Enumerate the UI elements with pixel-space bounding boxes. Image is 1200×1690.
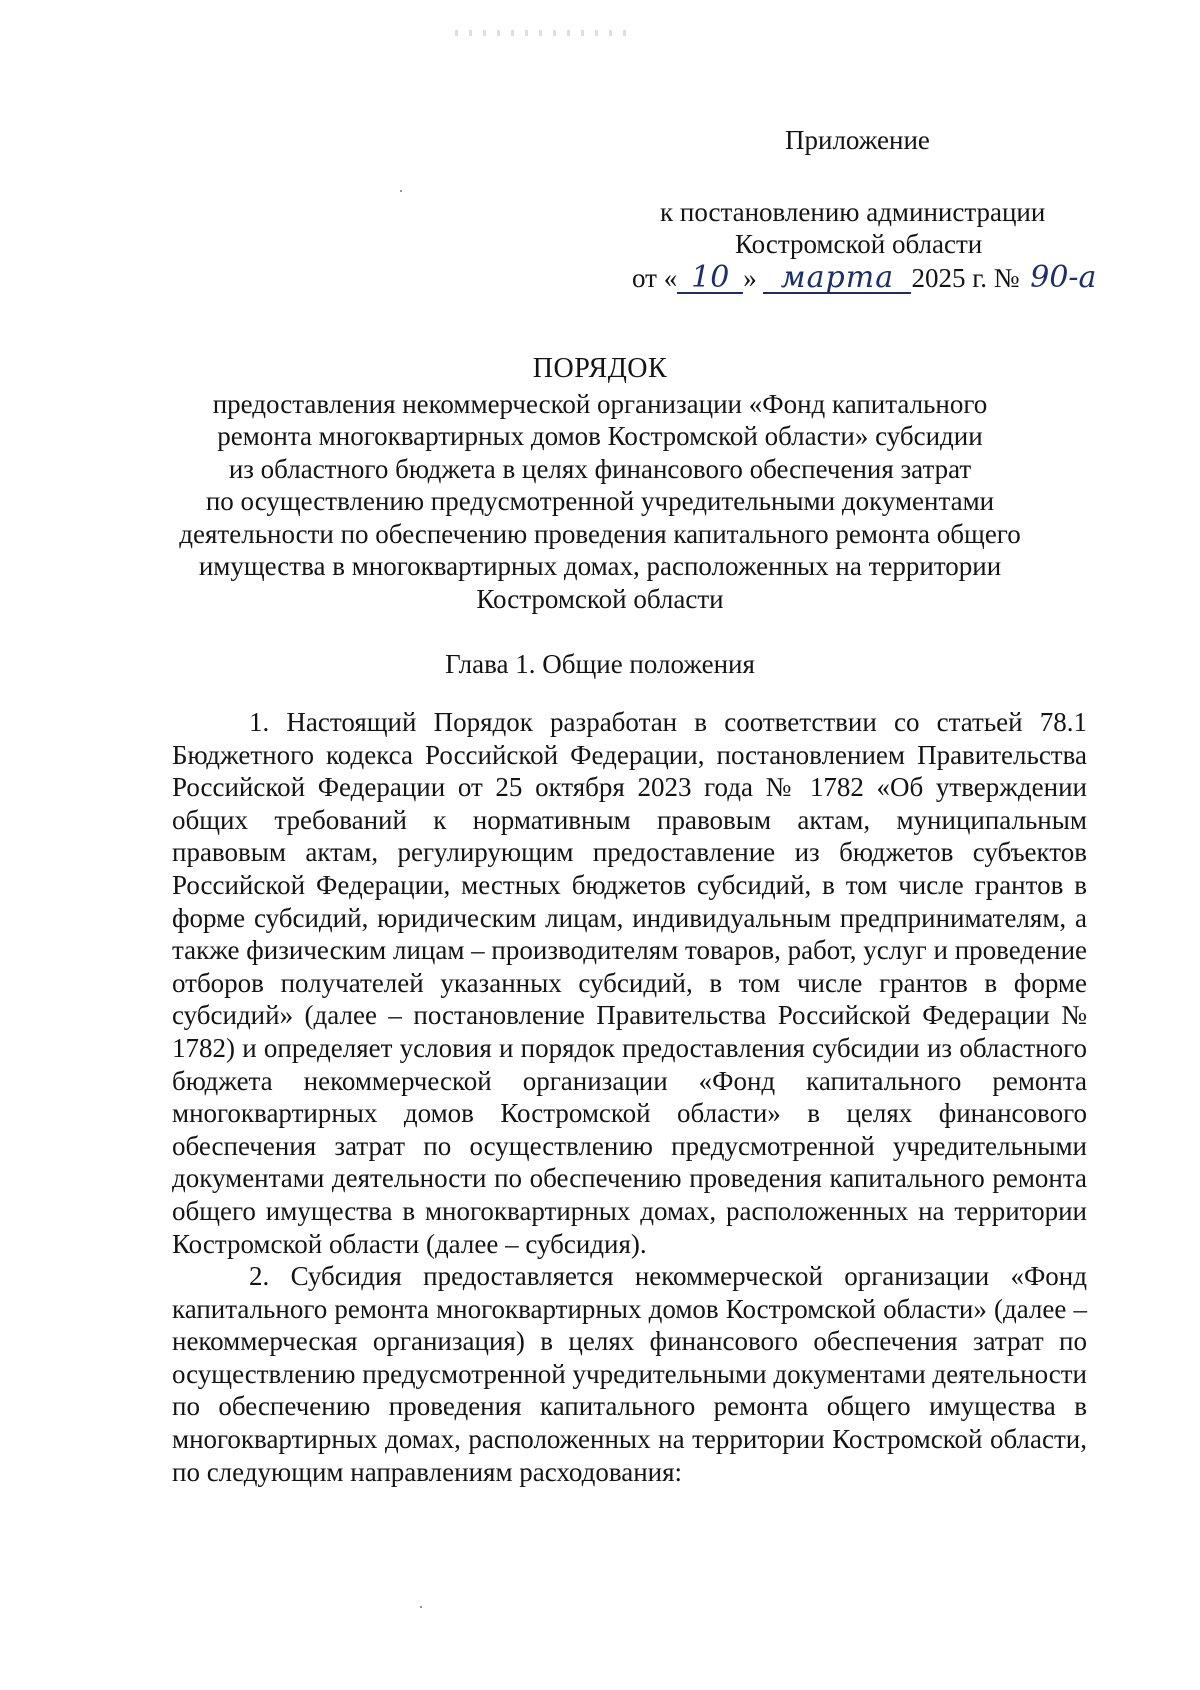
document-subtitle xyxy=(150,388,1050,616)
date-year: 2025 г. № xyxy=(911,263,1020,293)
subtitle-line: ремонта многоквартирных домов Костромской области» субсидии xyxy=(217,421,983,451)
subtitle-line: предоставления некоммерческой организации «Фонд капитального xyxy=(212,388,988,419)
paragraph-1: 1. Настоящий Порядок разработан в соответствии со статьей 78.1 Бюджетного кодекса Российской Федерации, постановлением Правительства Российской Федерации от 25 октября 2023 года № 1782 «Об утверждении общих требований к нормативным правовым актам, муниципальным правовым актам, регулирующим предоставление из бюджетов субъектов Российской Федерации, местных бюджетов субсидий, в том числе грантов в форме субсидий, юридическим лицам, индивидуальным предпринимателям, а также физическим лицам – производителям товаров, работ, услуг и проведение отборов получателей указанных субсидий, в том числе грантов в форме субсидий» (далее – постановление Правительства Российской Федерации № 1782) и определяет условия и порядок предоставления субсидии из областного бюджета некоммерческой организации «Фонд капитального ремонта многоквартирных домов Костромской области» в целях финансового обеспечения затрат по осуществлению предусмотренной учредительными документами деятельности по обеспечению проведения капитального ремонта общего имущества в многоквартирных домах, расположенных на территории Костромской области (далее – субсидия). xyxy=(172,707,1087,1259)
document-body xyxy=(172,706,1087,1488)
decree-date-line xyxy=(632,262,1124,294)
appendix-label: Приложение xyxy=(785,125,930,155)
subtitle-line: имущества в многоквартирных домах, расположенных на территории xyxy=(198,551,1002,581)
subtitle-line: Костромской области xyxy=(476,583,724,614)
paragraph-2: 2. Субсидия предоставляется некоммерческой организации «Фонд капитального ремонта многоквартирных домов Костромской области» (далее – некоммерческая организация) в целях финансового обеспечения затрат по осуществлению предусмотренной учредительными документами деятельности по обеспечению проведения капитального ремонта общего имущества в многоквартирных домах, расположенных на территории Костромской области, по следующим направлениям расходования: xyxy=(172,1261,1087,1487)
handwritten-day: 10 xyxy=(677,264,743,294)
date-mid: » xyxy=(743,263,757,293)
subtitle-line: из областного бюджета в целях финансового обеспечения затрат xyxy=(228,453,972,484)
handwritten-number: 90-а xyxy=(1030,260,1097,295)
scan-artifact-dot xyxy=(400,190,402,192)
chapter-heading: Глава 1. Общие положения xyxy=(445,649,755,679)
scan-artifact xyxy=(455,30,635,36)
scan-artifact-dot xyxy=(420,1606,422,1608)
handwritten-month: марта xyxy=(763,264,911,294)
date-prefix: от « xyxy=(632,263,678,293)
subtitle-line: по осуществлению предусмотренной учредительными документами xyxy=(205,486,995,516)
subtitle-line: деятельности по обеспечению проведения капитального ремонта общего xyxy=(179,518,1021,549)
document-title: ПОРЯДОК xyxy=(532,353,668,384)
region-line: Костромской области xyxy=(735,229,983,259)
to-decree-line: к постановлению администрации xyxy=(660,197,1046,227)
document-title-block xyxy=(150,353,1050,615)
